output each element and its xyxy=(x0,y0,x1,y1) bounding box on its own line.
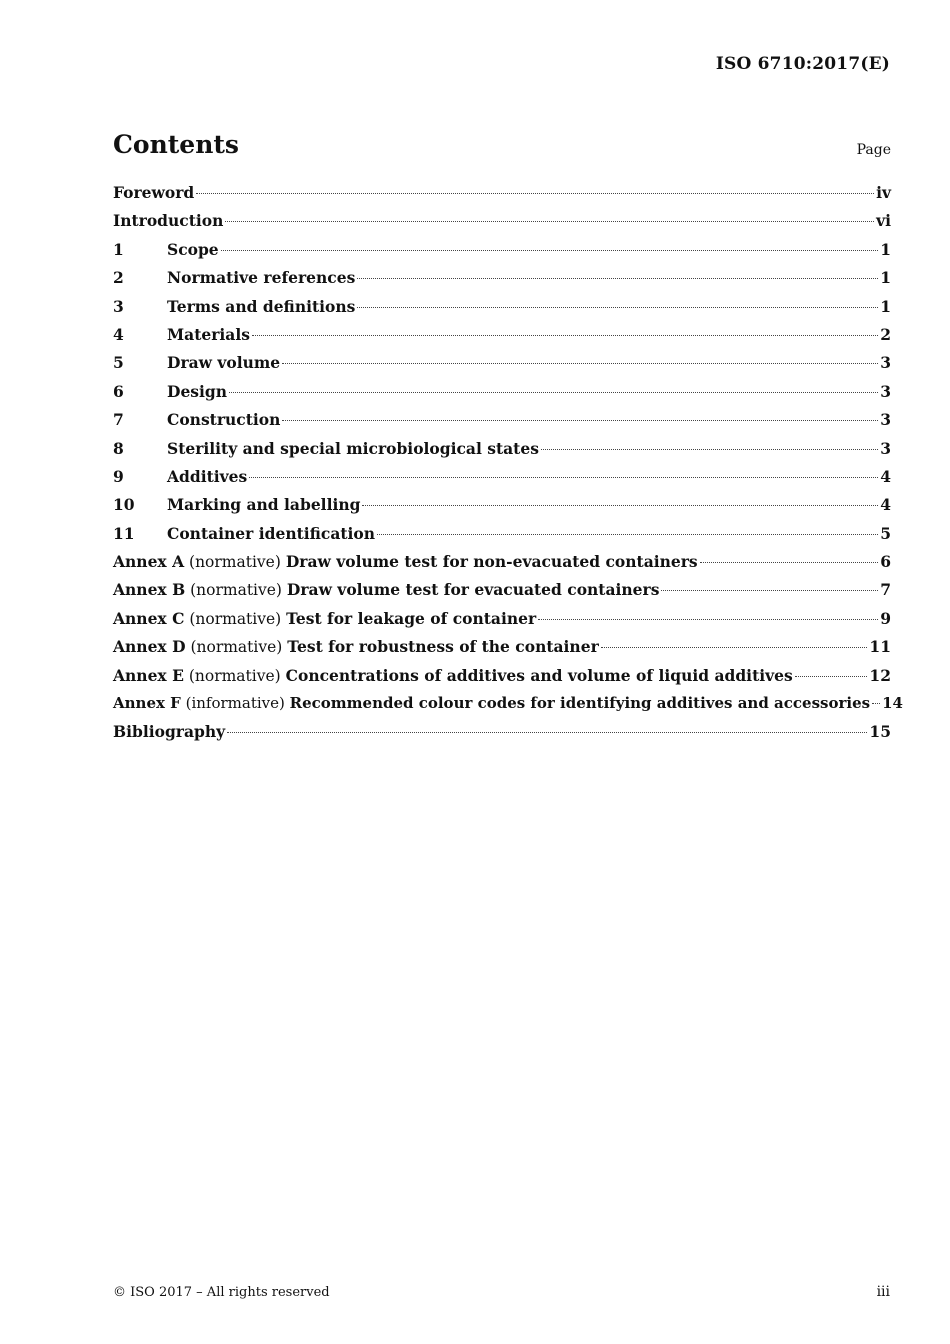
dot-leader xyxy=(225,221,874,222)
toc-entry-design[interactable] xyxy=(113,382,891,410)
dot-leader xyxy=(229,392,878,393)
toc-entry-title: Design xyxy=(167,381,228,401)
annex-label: Annex E xyxy=(113,665,184,685)
toc-entry-annex-e[interactable] xyxy=(113,666,891,694)
dot-leader xyxy=(357,307,878,308)
page-number: iii xyxy=(876,1284,890,1300)
annex-kind: (normative) xyxy=(189,553,281,572)
toc-entry-title: Scope xyxy=(167,239,219,259)
toc-entry-title: Sterility and special microbiological states xyxy=(167,438,539,458)
annex-label: Annex F xyxy=(113,694,181,713)
toc-entry-title: Terms and definitions xyxy=(167,296,356,316)
dot-leader xyxy=(538,619,878,620)
toc-entry-title: Draw volume xyxy=(167,353,281,373)
toc-entry-normative-references[interactable] xyxy=(113,268,891,296)
toc-entry-title: Foreword xyxy=(113,183,195,202)
toc-entry-title: Concentrations of additives and volume of liquid additives xyxy=(285,665,793,685)
toc-entry-title: Test for robustness of the container xyxy=(287,637,599,657)
dot-leader xyxy=(541,449,878,450)
toc-entry-title: Recommended colour codes for identifying additives and accessories xyxy=(289,694,871,713)
toc-entry-title: Draw volume test for evacuated containers xyxy=(286,580,660,600)
document-identifier: ISO 6710:2017(E) xyxy=(715,54,890,74)
annex-kind: (normative) xyxy=(190,638,283,657)
toc-entry-number: 10 xyxy=(113,495,135,515)
toc-entry-number: 6 xyxy=(113,381,124,401)
annex-kind: (informative) xyxy=(185,694,285,713)
page-column-label: Page xyxy=(856,142,891,158)
toc-entry-number: 11 xyxy=(113,523,135,543)
toc-entry-scope[interactable] xyxy=(113,240,891,268)
annex-kind: (normative) xyxy=(190,581,282,600)
dot-leader xyxy=(227,732,867,733)
table-of-contents xyxy=(113,183,903,751)
dot-leader xyxy=(377,534,878,535)
toc-entry-page: 9 xyxy=(880,608,891,628)
toc-entry-title: Introduction xyxy=(113,211,224,231)
toc-entry-title: Marking and labelling xyxy=(167,495,361,515)
dot-leader xyxy=(221,250,879,251)
toc-entry-number: 9 xyxy=(113,466,124,486)
toc-entry-number: 7 xyxy=(113,410,124,430)
dot-leader xyxy=(601,647,868,648)
annex-label: Annex C xyxy=(113,608,185,628)
toc-entry-materials[interactable] xyxy=(113,325,891,353)
toc-entry-marking-and-labelling[interactable] xyxy=(113,495,891,523)
annex-kind: (normative) xyxy=(188,666,281,685)
toc-entry-page: 1 xyxy=(880,239,891,259)
toc-entry-sterility[interactable] xyxy=(113,439,891,467)
toc-entry-page: 7 xyxy=(880,580,891,600)
toc-entry-page: 1 xyxy=(880,296,891,316)
dot-leader xyxy=(661,590,878,591)
annex-label: Annex D xyxy=(113,637,186,657)
toc-entry-title: Test for leakage of container xyxy=(286,608,537,628)
contents-title: Contents xyxy=(113,130,240,159)
toc-entry-page: 4 xyxy=(880,466,891,486)
toc-entry-draw-volume[interactable] xyxy=(113,353,891,381)
toc-entry-page: 3 xyxy=(880,353,891,373)
dot-leader xyxy=(252,335,878,336)
toc-entry-title: Additives xyxy=(167,466,248,486)
toc-entry-page: 3 xyxy=(880,381,891,401)
dot-leader xyxy=(362,505,878,506)
toc-entry-page: 4 xyxy=(880,495,891,515)
toc-entry-title: Bibliography xyxy=(113,722,226,742)
annex-label: Annex B xyxy=(113,580,186,600)
toc-entry-page: 5 xyxy=(880,523,891,543)
toc-entry-additives[interactable] xyxy=(113,467,891,495)
toc-entry-number: 3 xyxy=(113,296,124,316)
toc-entry-introduction[interactable] xyxy=(113,211,891,239)
dot-leader xyxy=(196,193,874,194)
toc-entry-annex-d[interactable] xyxy=(113,637,891,665)
toc-entry-page: 14 xyxy=(882,694,903,713)
toc-entry-title: Normative references xyxy=(167,268,356,288)
toc-entry-number: 5 xyxy=(113,353,124,373)
dot-leader xyxy=(357,278,878,279)
toc-entry-bibliography[interactable] xyxy=(113,722,891,750)
toc-entry-number: 4 xyxy=(113,324,124,344)
toc-entry-page: vi xyxy=(876,211,891,231)
toc-entry-foreword[interactable] xyxy=(113,183,891,211)
copyright-notice: © ISO 2017 – All rights reserved xyxy=(113,1285,330,1300)
toc-entry-number: 1 xyxy=(113,239,124,259)
toc-entry-page: 2 xyxy=(880,324,891,344)
toc-entry-annex-a[interactable] xyxy=(113,552,891,580)
dot-leader xyxy=(282,363,878,364)
contents-header xyxy=(113,130,891,166)
toc-entry-annex-b[interactable] xyxy=(113,580,891,608)
toc-entry-page: iv xyxy=(876,183,891,202)
toc-entry-page: 6 xyxy=(880,552,891,572)
toc-entry-title: Construction xyxy=(167,410,281,430)
toc-entry-page: 12 xyxy=(869,665,891,685)
dot-leader xyxy=(795,676,868,677)
toc-entry-number: 8 xyxy=(113,438,124,458)
toc-entry-construction[interactable] xyxy=(113,410,891,438)
toc-entry-number: 2 xyxy=(113,268,124,288)
toc-entry-terms-and-definitions[interactable] xyxy=(113,297,891,325)
toc-entry-page: 11 xyxy=(869,637,891,657)
dot-leader xyxy=(282,420,878,421)
toc-entry-page: 15 xyxy=(869,722,891,742)
annex-label: Annex A xyxy=(113,552,185,572)
toc-entry-title: Draw volume test for non-evacuated containers xyxy=(285,552,698,572)
toc-entry-annex-c[interactable] xyxy=(113,609,891,637)
toc-entry-page: 3 xyxy=(880,410,891,430)
toc-entry-title: Container identification xyxy=(167,523,376,543)
toc-entry-page: 3 xyxy=(880,438,891,458)
toc-entry-annex-f[interactable] xyxy=(113,694,903,722)
toc-entry-page: 1 xyxy=(880,268,891,288)
dot-leader xyxy=(872,703,880,704)
dot-leader xyxy=(249,477,878,478)
toc-entry-container-identification[interactable] xyxy=(113,524,891,552)
dot-leader xyxy=(700,562,879,563)
toc-entry-title: Materials xyxy=(167,324,250,344)
annex-kind: (normative) xyxy=(189,609,282,628)
